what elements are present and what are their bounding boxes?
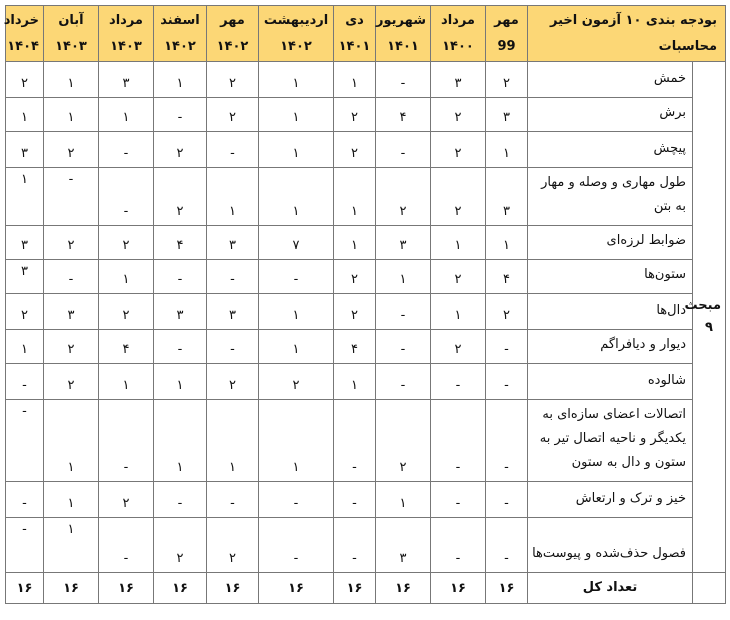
table-cell: - [6, 482, 44, 518]
table-cell: ۱ [154, 364, 207, 400]
table-cell: - [431, 400, 486, 482]
table-cell: ۲ [431, 260, 486, 294]
table-cell: - [207, 330, 259, 364]
table-cell: ۲ [259, 364, 334, 400]
table-cell: ۱ [376, 260, 431, 294]
table-cell: - [99, 518, 154, 573]
total-cell: ۱۶ [376, 573, 431, 604]
table-cell: - [486, 482, 528, 518]
total-cell: ۱۶ [259, 573, 334, 604]
total-cell: ۱۶ [44, 573, 99, 604]
table-cell: ۳ [431, 62, 486, 98]
table-cell: - [6, 364, 44, 400]
table-cell: ۱ [99, 98, 154, 132]
column-month: مهر [220, 12, 245, 28]
table-cell: ۲ [207, 62, 259, 98]
table-cell: ۱ [259, 132, 334, 168]
table-row [6, 400, 726, 482]
table-cell: - [431, 482, 486, 518]
column-year: ۱۴۰۲ [216, 38, 249, 54]
table-cell: ۱ [431, 226, 486, 260]
table-cell: ۳ [486, 168, 528, 226]
column-header [376, 6, 431, 62]
table-cell: ۱ [207, 400, 259, 482]
table-cell: ۱ [259, 62, 334, 98]
table-cell: ۱ [334, 168, 376, 226]
row-label: ضوابط لرزه‌ای [528, 226, 693, 260]
table-cell: - [99, 168, 154, 226]
table-cell: ۱ [259, 330, 334, 364]
column-year: ۱۴۰۱ [387, 38, 419, 54]
column-month: مرداد [109, 12, 143, 28]
table-cell: - [486, 330, 528, 364]
table-cell: - [207, 482, 259, 518]
table-row [6, 294, 726, 330]
column-header [431, 6, 486, 62]
table-cell: - [259, 482, 334, 518]
row-label: طول مهاری و وصله و مهار به بتن [528, 168, 693, 226]
table-cell: ۲ [207, 98, 259, 132]
table-cell: - [207, 260, 259, 294]
table-row [6, 482, 726, 518]
table-cell: - [259, 260, 334, 294]
column-month: اردیبهشت [263, 12, 329, 28]
row-label: پیچش [528, 132, 693, 168]
table-cell: ۲ [154, 518, 207, 573]
table-cell: ۲ [431, 132, 486, 168]
table-cell: ۲ [376, 400, 431, 482]
table-cell: ۳ [154, 294, 207, 330]
table-cell: ۱ [431, 294, 486, 330]
column-month: شهریور [376, 12, 426, 28]
row-label: دال‌ها [528, 294, 693, 330]
column-year: ۱۴۰۰ [442, 38, 474, 54]
table-cell: ۱ [44, 482, 99, 518]
table-cell: - [334, 400, 376, 482]
total-label: تعداد کل [528, 573, 693, 604]
table-cell: ۴ [486, 260, 528, 294]
section-label-line1: مبحث [684, 298, 722, 313]
table-row [6, 364, 726, 400]
column-year: ۱۴۰۲ [280, 38, 312, 54]
total-cell: ۱۶ [6, 573, 44, 604]
table-row [6, 98, 726, 132]
table-cell: - [334, 482, 376, 518]
table-cell: ۴ [334, 330, 376, 364]
column-month: خرداد [3, 12, 39, 28]
table-row [6, 132, 726, 168]
column-month: مهر [494, 12, 519, 28]
budget-table-container [5, 5, 726, 604]
table-cell: ۲ [207, 364, 259, 400]
table-cell: ۴ [154, 226, 207, 260]
table-title [528, 6, 726, 62]
table-cell: ۲ [486, 62, 528, 98]
row-label: خمش [528, 62, 693, 98]
total-cell: ۱۶ [99, 573, 154, 604]
table-cell: - [486, 400, 528, 482]
table-cell: ۴ [99, 330, 154, 364]
section-label-line2: ۹ [705, 320, 713, 335]
table-cell: - [431, 518, 486, 573]
table-cell: ۲ [376, 168, 431, 226]
table-cell: ۱ [6, 168, 44, 226]
column-header [259, 6, 334, 62]
table-cell: ۱ [486, 132, 528, 168]
table-cell: ۱ [99, 260, 154, 294]
row-label: فصول حذف‌شده و پیوست‌ها [528, 518, 693, 573]
row-label: ستون‌ها [528, 260, 693, 294]
table-row [6, 518, 726, 573]
table-cell: ۱ [259, 294, 334, 330]
table-cell: ۱ [44, 98, 99, 132]
table-cell: ۲ [207, 518, 259, 573]
table-cell: - [6, 518, 44, 573]
table-cell: ۲ [44, 226, 99, 260]
column-header [334, 6, 376, 62]
table-cell: - [259, 518, 334, 573]
total-cell: ۱۶ [486, 573, 528, 604]
column-header [44, 6, 99, 62]
table-cell: - [376, 330, 431, 364]
table-cell: ۱ [334, 364, 376, 400]
column-year: 99 [497, 38, 516, 54]
table-cell: ۳ [486, 98, 528, 132]
section-label [684, 62, 726, 573]
table-cell: ۱ [486, 226, 528, 260]
table-cell: ۲ [154, 168, 207, 226]
column-month: دی [345, 12, 364, 28]
table-cell: ۲ [99, 226, 154, 260]
table-cell: ۱ [259, 168, 334, 226]
table-cell: - [376, 294, 431, 330]
budget-table [5, 5, 726, 604]
table-row [6, 168, 726, 226]
row-label: شالوده [528, 364, 693, 400]
table-cell: ۳ [376, 226, 431, 260]
table-cell: ۲ [486, 294, 528, 330]
table-cell: - [44, 260, 99, 294]
row-label: برش [528, 98, 693, 132]
column-year: ۱۴۰۱ [338, 38, 371, 54]
column-month: اسفند [160, 12, 200, 28]
table-cell: ۲ [334, 132, 376, 168]
table-cell: - [376, 364, 431, 400]
table-cell: ۲ [44, 364, 99, 400]
table-cell: ۱ [334, 62, 376, 98]
table-cell: - [486, 364, 528, 400]
table-cell: ۳ [207, 294, 259, 330]
table-cell: ۲ [154, 132, 207, 168]
table-cell: - [376, 132, 431, 168]
column-month: مرداد [441, 12, 475, 28]
table-row [6, 226, 726, 260]
total-cell: ۱۶ [431, 573, 486, 604]
total-row-spacer [693, 573, 726, 604]
table-cell: - [486, 518, 528, 573]
table-cell: ۱ [207, 168, 259, 226]
table-cell: - [431, 364, 486, 400]
table-row [6, 260, 726, 294]
table-cell: ۲ [99, 482, 154, 518]
table-cell: - [99, 132, 154, 168]
table-title-line1: بودجه بندی ۱۰ آزمون اخیر [550, 12, 718, 28]
table-row [6, 62, 726, 98]
table-cell: ۲ [44, 132, 99, 168]
column-year: ۱۴۰۳ [110, 38, 142, 54]
total-cell: ۱۶ [334, 573, 376, 604]
total-row [6, 573, 726, 604]
table-cell: ۱ [44, 62, 99, 98]
table-cell: - [154, 260, 207, 294]
table-cell: ۱ [154, 62, 207, 98]
table-cell: ۱ [334, 226, 376, 260]
row-label: اتصالات اعضای سازه‌ای به یکدیگر و ناحیه اتصال تیر به ستون و دال به ستون [528, 400, 693, 482]
table-cell: ۱ [6, 98, 44, 132]
table-cell: ۱ [376, 482, 431, 518]
total-cell: ۱۶ [207, 573, 259, 604]
table-cell: ۳ [6, 226, 44, 260]
column-header [154, 6, 207, 62]
table-cell: ۱ [6, 330, 44, 364]
table-cell: - [154, 330, 207, 364]
table-cell: - [99, 400, 154, 482]
column-header [3, 6, 44, 62]
table-cell: - [376, 62, 431, 98]
row-label: خیز و ترک و ارتعاش [528, 482, 693, 518]
table-title-line2: محاسبات [658, 38, 718, 54]
column-year: ۱۴۰۴ [7, 38, 39, 54]
table-cell: - [334, 518, 376, 573]
table-body [6, 62, 726, 604]
table-cell: ۲ [6, 294, 44, 330]
table-cell: ۱ [44, 518, 99, 573]
table-cell: ۳ [6, 260, 44, 294]
table-cell: - [154, 98, 207, 132]
header-row [6, 6, 726, 62]
table-cell: ۱ [259, 98, 334, 132]
column-month: آبان [58, 12, 84, 28]
row-label: دیوار و دیافراگم [528, 330, 693, 364]
column-year: ۱۴۰۲ [164, 38, 196, 54]
table-cell: ۲ [431, 168, 486, 226]
column-header [207, 6, 259, 62]
table-cell: ۲ [334, 260, 376, 294]
table-cell: ۱ [154, 400, 207, 482]
table-cell: ۲ [44, 330, 99, 364]
table-cell: ۲ [334, 98, 376, 132]
column-header [486, 6, 528, 62]
table-cell: ۱ [259, 400, 334, 482]
table-cell: - [154, 482, 207, 518]
table-cell: - [207, 132, 259, 168]
table-cell: - [44, 168, 99, 226]
table-cell: ۱ [99, 364, 154, 400]
total-cell: ۱۶ [154, 573, 207, 604]
table-cell: ۳ [6, 132, 44, 168]
table-cell: ۲ [334, 294, 376, 330]
table-cell: ۲ [431, 98, 486, 132]
column-year: ۱۴۰۳ [55, 38, 87, 54]
table-row [6, 330, 726, 364]
table-cell: - [6, 400, 44, 482]
table-cell: ۳ [207, 226, 259, 260]
table-cell: ۲ [6, 62, 44, 98]
table-cell: ۷ [259, 226, 334, 260]
table-cell: ۳ [44, 294, 99, 330]
table-cell: ۱ [44, 400, 99, 482]
table-cell: ۳ [99, 62, 154, 98]
table-cell: ۲ [99, 294, 154, 330]
table-cell: ۲ [431, 330, 486, 364]
table-cell: ۳ [376, 518, 431, 573]
column-header [99, 6, 154, 62]
table-cell: ۴ [376, 98, 431, 132]
